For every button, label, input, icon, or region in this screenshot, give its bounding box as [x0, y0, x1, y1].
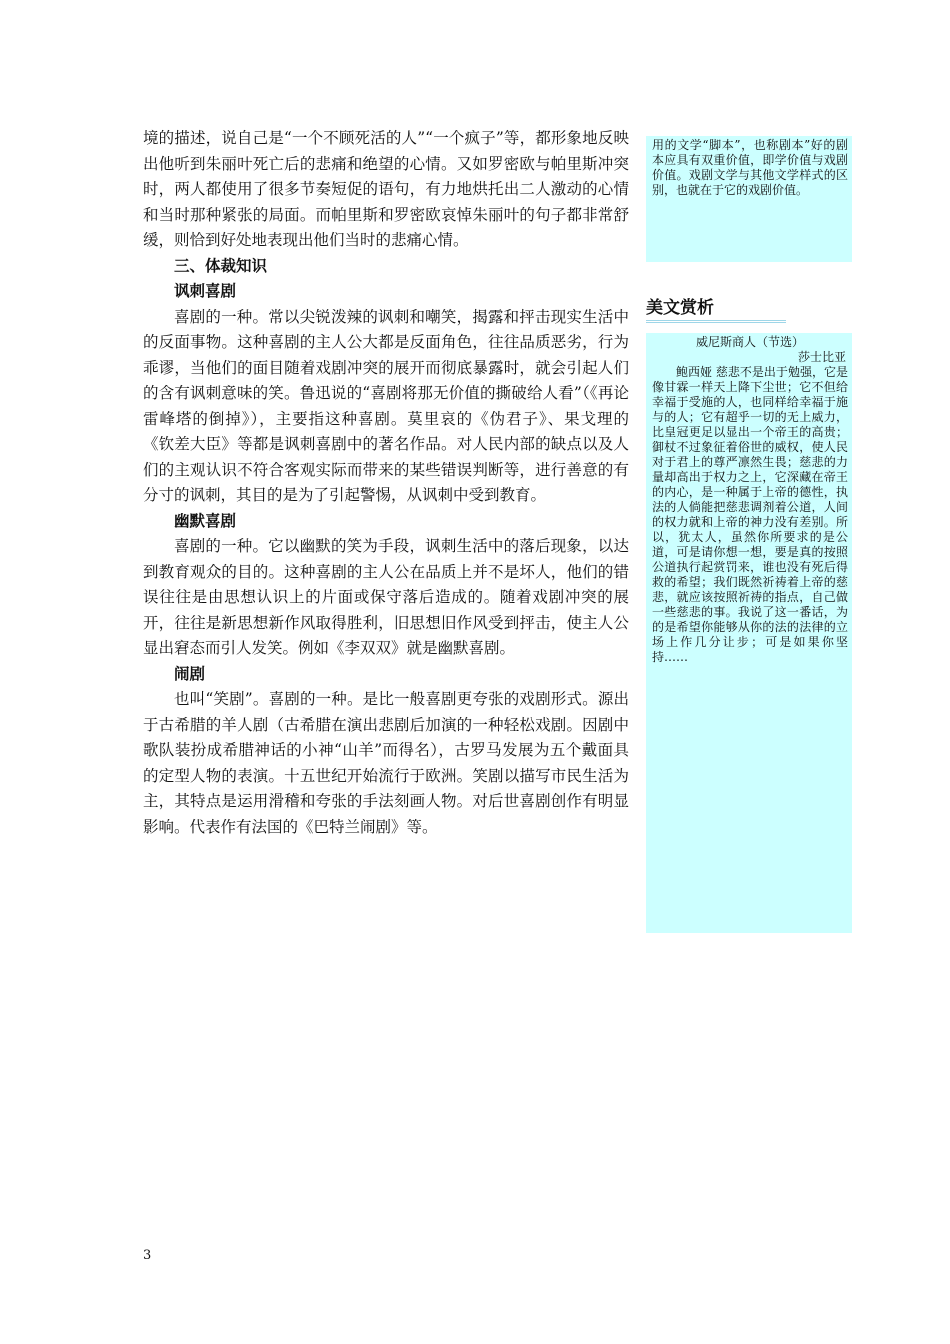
excerpt-box: [646, 333, 852, 933]
excerpt-title: 威尼斯商人（节选）: [695, 335, 804, 349]
sidebar-note-text: 用的文学“脚本”，也称剧本”好的剧本应具有双重价值，即学价值与戏剧价值。戏剧文学与其他文学样式的区别，也就在于它的戏剧价值。: [652, 138, 848, 197]
excerpt-author: 莎士比亚: [797, 350, 846, 364]
farce-paragraph: 也叫“笑剧”。喜剧的一种。是比一般喜剧更夸张的戏剧形式。源出于古希腊的羊人剧（古希腊在演出悲剧后加演的一种轻松戏剧。因剧中歌队装扮成希腊神话的小神“山羊”而得名），古罗马发展为五个戴面具的定型人物的表演。十五世纪开始流行于欧洲。笑剧以描写市民生活为主，其特点是运用滑稽和夸张的手法刻画人物。对后世喜剧创作有明显影响。代表作有法国的《巴特兰闹剧》等。: [143, 690, 629, 836]
humor-comedy-paragraph: 喜剧的一种。它以幽默的笑为手段，讽刺生活中的落后现象，以达到教育观众的目的。这种喜剧的主人公在品质上并不是坏人，他们的错误往往是由思想认识上的片面或保守落后造成的。随着戏剧冲突的展开，往往是新思想新作风取得胜利，旧思想旧作风受到抨击，使主人公显出窘态而引人发笑。例如《李双双》就是幽默喜剧。: [143, 537, 629, 657]
subheading-humor-comedy: 幽默喜剧: [174, 511, 237, 530]
body-paragraph: 境的描述，说自己是“一个不顾死活的人”“一个疯子”等，都形象地反映出他听到朱丽叶死亡后的悲痛和绝望的心情。又如罗密欧与帕里斯冲突时，两人都使用了很多节奏短促的语句，有力地烘托出二人激动的心情和当时那种紧张的局面。而帕里斯和罗密欧哀悼朱丽叶的句子都非常舒缓，则恰到好处地表现出他们当时的悲痛心情。: [143, 129, 629, 249]
subheading-farce: 闹剧: [174, 664, 206, 683]
sidebar-note-box: [646, 136, 852, 262]
satire-comedy-paragraph: 喜剧的一种。常以尖锐泼辣的讽刺和嘲笑，揭露和抨击现实生活中的反面事物。这种喜剧的主人公大都是反面角色，往往品质恶劣，行为乖谬，当他们的面目随着戏剧冲突的展开而彻底暴露时，就会引起人们的含有讽刺意味的笑。鲁迅说的“喜剧将那无价值的撕破给人看”（《再论雷峰塔的倒掉》），主要指这种喜剧。莫里哀的《伪君子》、果戈理的《钦差大臣》等都是讽刺喜剧中的著名作品。对人民内部的缺点以及人们的主观认识不符合客观实际而带来的某些错误判断等，进行善意的有分寸的讽刺，其目的是为了引起警惕，从讽刺中受到教育。: [143, 307, 629, 504]
excerpt-text: 鲍西娅 慈悲不是出于勉强，它是像甘霖一样天上降下尘世；它不但给幸福于受施的人，也同样给幸福于施与的人；它有超乎一切的无上威力，比皇冠更足以显出一个帝王的高贵；御杖不过象征着俗世的威权，使人民对于君上的尊严凛然生畏；慈悲的力量却高出于权力之上，它深藏在帝王的内心，是一种属于上帝的德性，执法的人倘能把慈悲调剂着公道，人间的权力就和上帝的神力没有差别。所以，犹太人，虽然你所要求的是公道，可是请你想一想，要是真的按照公道执行起赏罚来，谁也没有死后得救的希望；我们既然祈祷着上帝的慈悲，就应该按照祈祷的指点，自己做一些慈悲的事。我说了这一番话，为的是希望你能够从你的法的法律的立场上作几分让步；可是如果你坚持……: [652, 365, 848, 664]
section-heading: 三、体裁知识: [174, 256, 268, 275]
main-column: [143, 126, 629, 840]
subheading-satire-comedy: 讽刺喜剧: [174, 282, 237, 300]
sidebar-section-title: 美文赏析: [646, 297, 786, 323]
page-number: 3: [143, 1248, 152, 1263]
